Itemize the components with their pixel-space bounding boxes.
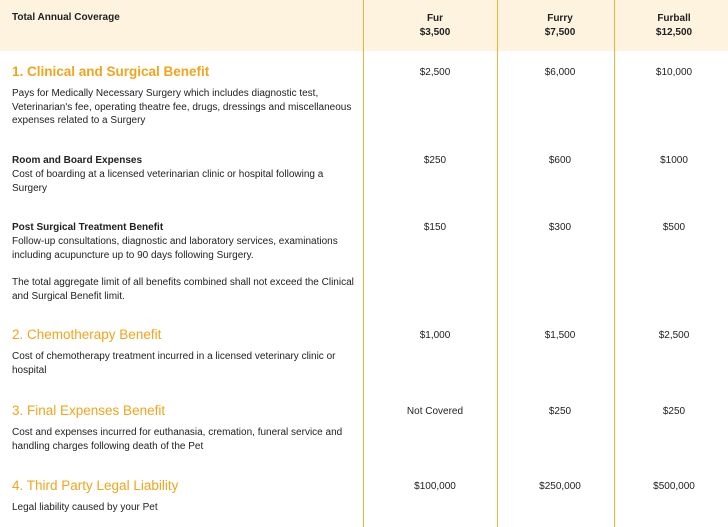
section-desc-clinical: Pays for Medically Necessary Surgery which includes diagnostic test, Veterinarian's fee, operating theatre fee, drugs, dressings and miscellaneous expenses related to a Surgery [12, 88, 352, 126]
value-legal-fur: $100,000 [414, 481, 456, 492]
value-legal-furball: $500,000 [653, 481, 695, 492]
value-clinical-furball: $10,000 [655, 67, 693, 78]
header-label: Total Annual Coverage [12, 12, 120, 23]
value-clinical-fur: $2,500 [419, 67, 451, 78]
value-clinical-furry: $6,000 [544, 67, 576, 78]
value-final-furry: $250 [548, 406, 572, 417]
plan-furry [500, 12, 620, 40]
column-divider [614, 0, 615, 527]
plan-name: Furball [657, 13, 691, 24]
value-post-fur: $150 [423, 222, 447, 233]
plan-price: $7,500 [544, 27, 576, 38]
value-room-furball: $1000 [660, 155, 688, 166]
section-title-legal: 4. Third Party Legal Liability [12, 478, 179, 493]
column-divider [363, 0, 364, 527]
plan-name: Furry [547, 13, 573, 24]
section-title-chemo: 2. Chemotherapy Benefit [12, 327, 162, 342]
plan-fur [375, 12, 495, 40]
section-title-final: 3. Final Expenses Benefit [12, 403, 166, 418]
value-final-fur: Not Covered [406, 406, 464, 417]
column-divider [497, 0, 498, 527]
value-room-furry: $600 [548, 155, 572, 166]
section-desc-final: Cost and expenses incurred for euthanasia, cremation, funeral service and handling charges following death of the Pet [12, 427, 343, 452]
value-chemo-fur: $1,000 [419, 330, 451, 341]
section-desc-legal: Legal liability caused by your Pet [12, 502, 158, 513]
value-final-furball: $250 [662, 406, 686, 417]
section-note-post: The total aggregate limit of all benefits combined shall not exceed the Clinical and Surgical Benefit limit. [12, 277, 354, 302]
value-legal-furry: $250,000 [539, 481, 581, 492]
value-chemo-furry: $1,500 [544, 330, 576, 341]
section-desc-post: Follow-up consultations, diagnostic and laboratory services, examinations including acupuncture up to 90 days following Surgery. [12, 236, 338, 261]
section-title-post: Post Surgical Treatment Benefit [12, 222, 164, 233]
value-post-furball: $500 [662, 222, 686, 233]
section-desc-chemo: Cost of chemotherapy treatment incurred in a licensed veterinary clinic or hospital [12, 351, 336, 376]
plan-price: $12,500 [655, 27, 693, 38]
section-title-clinical: 1. Clinical and Surgical Benefit [12, 64, 210, 79]
value-chemo-furball: $2,500 [658, 330, 690, 341]
plan-price: $3,500 [419, 27, 451, 38]
section-desc-room: Cost of boarding at a licensed veterinarian clinic or hospital following a Surgery [12, 169, 324, 194]
plan-name: Fur [426, 13, 444, 24]
value-room-fur: $250 [423, 155, 447, 166]
section-title-room: Room and Board Expenses [12, 155, 143, 166]
plan-furball [614, 12, 728, 40]
value-post-furry: $300 [548, 222, 572, 233]
